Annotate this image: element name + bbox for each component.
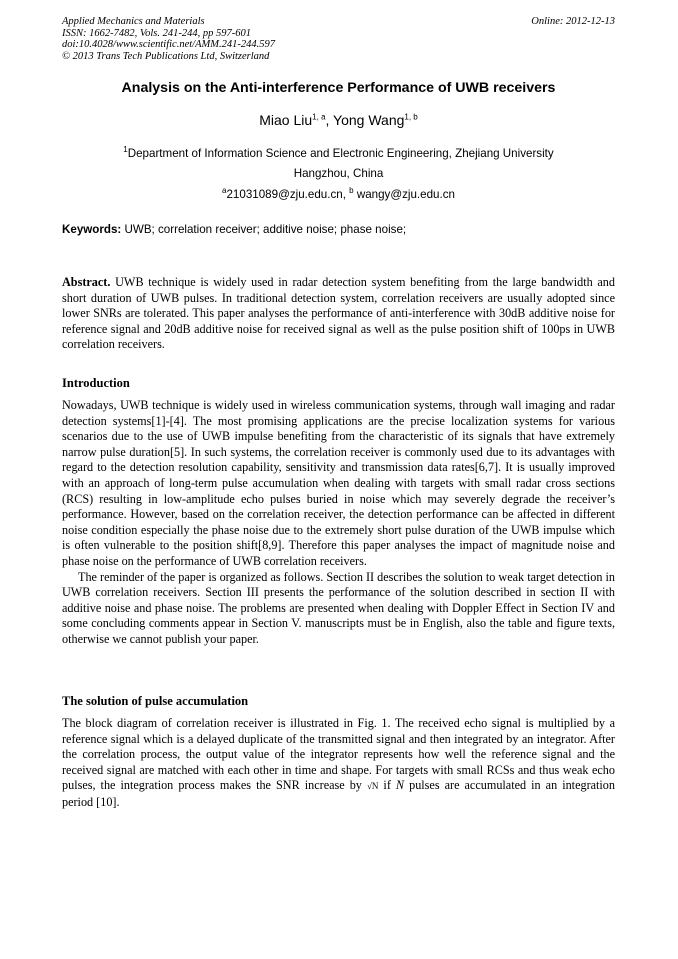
author-name: Yong Wang: [333, 112, 405, 128]
introduction-body: [62, 398, 615, 648]
keywords-line: [62, 223, 615, 236]
section-heading-solution: The solution of pulse accumulation: [62, 694, 249, 708]
journal-header: [62, 16, 615, 62]
paragraph-text: pulses are accumulated in an integration period [10].: [62, 778, 615, 809]
authors-line: [62, 112, 615, 128]
abstract-label: Abstract.: [62, 275, 111, 289]
author-separator: ,: [325, 112, 334, 128]
author-superscript: 1, a: [312, 112, 326, 122]
email-link[interactable]: 21031089@zju.edu.cn,: [226, 188, 350, 201]
abstract: [62, 275, 615, 353]
issn-line: ISSN: 1662-7482, Vols. 241-244, pp 597-601: [62, 27, 251, 39]
affiliation-superscript: 1: [123, 145, 128, 155]
keywords-label: Keywords:: [62, 223, 122, 236]
paper-title: Analysis on the Anti-interference Performance of UWB receivers: [121, 80, 556, 96]
department-text: Department of Information Science and Electronic Engineering, Zhejiang University: [127, 147, 554, 160]
paragraph: The reminder of the paper is organized as follows. Section II describes the solution to weak target detection in UWB correlation receivers. Section III presents the performance of the solution described in section II with additive noise and phase noise. The problems are presented when dealing with Doppler Effect in Section IV and some concluding comments appear in Section V. manuscripts must be in English, also the table and figure texts, otherwise we cannot publish your paper.: [62, 569, 615, 646]
variable-n: N: [395, 778, 405, 793]
author-superscript: 1, b: [404, 112, 418, 122]
author-name: Miao Liu: [259, 112, 313, 128]
copyright-line: © 2013 Trans Tech Publications Ltd, Switzerland: [62, 50, 270, 62]
paragraph-text: if: [378, 778, 396, 793]
paragraph: [62, 716, 615, 811]
paragraph-text: The block diagram of correlation receiver is illustrated in Fig. 1. The received echo signal is multiplied by a reference signal which is a delayed duplicate of the transmitted signal and then integrated by an integrator. After the correlation process, the output value of the integrator represents how well the reference signal and the received signal are matched with each other in time and shape. For targets with small RCSs and thus weak echo pulses, the integration process makes the SNR increase by: [62, 716, 615, 793]
solution-body: [62, 716, 615, 811]
journal-name: Applied Mechanics and Materials: [62, 16, 205, 27]
email-superscript: a: [222, 186, 227, 196]
abstract-text: UWB technique is widely used in radar detection system benefiting from the large bandwidth and short duration of UWB pulses. In traditional detection system, correlation receivers are usually adopted since lower SNRs are tolerated. This paper analyses the performance of anti-interference with 30dB additive noise for reference signal and 20dB additive noise for received signal as well as the pulse position shift of 100ps in UWB correlation receivers.: [62, 275, 615, 352]
sqrt-n-formula: √N: [366, 781, 379, 792]
section-heading-introduction: Introduction: [62, 376, 130, 390]
online-date: Online: 2012-12-13: [531, 16, 615, 27]
paragraph: Nowadays, UWB technique is widely used in wireless communication systems, through wall imaging and radar detection systems[1]-[4]. The most promising applications are the precise localization systems for various scenarios due to the use of UWB impulse benefiting from the characteristic of its signals that have extremely narrow pulse duration[5]. In such systems, the correlation receiver is commonly used due to its advantages with regard to the detection resolution capability, sensitivity and transmission data rates[6,7]. It is usually improved with an approach of long-term pulse accumulation when dealing with targets with small radar cross sections (RCS) resulting in low-amplitude echo pulses buried in noise which may severely degrade the receiver’s performance. However, based on the correlation receiver, the detection performance can be affected in different noise condition especially the phase noise due to the extremely short pulse duration of the UWB impulse which is often vulnerable to the position shift[8,9]. Therefore this paper analyses the impact of magnitude noise and phase noise on the performance of UWB correlation receivers.: [62, 398, 615, 568]
affiliation-emails: [62, 188, 615, 201]
affiliation-city: Hangzhou, China: [293, 167, 384, 180]
doi-line: doi:10.4028/www.scientific.net/AMM.241-244.597: [62, 39, 275, 50]
email-superscript: b: [349, 186, 354, 196]
affiliation-department: [62, 147, 615, 160]
keywords-text: UWB; correlation receiver; additive noise; phase noise;: [121, 223, 407, 236]
email-link[interactable]: wangy@zju.edu.cn: [353, 188, 455, 201]
